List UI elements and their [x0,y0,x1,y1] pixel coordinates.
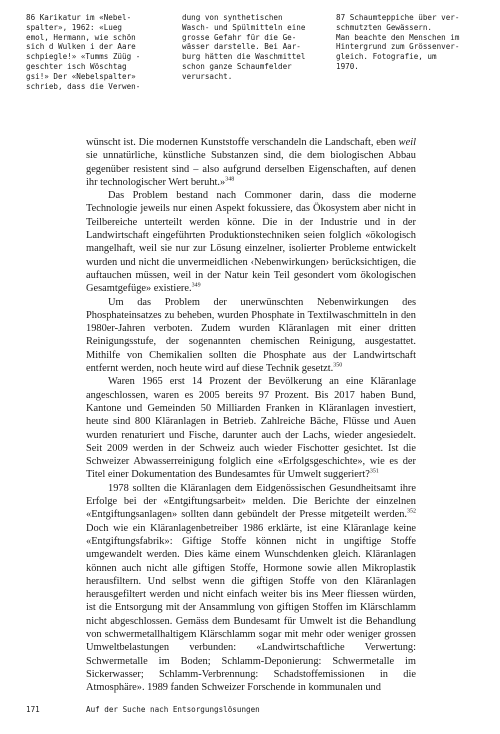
paragraph-5-text-a: 1978 sollten die Kläranlagen dem Eidgenössischen Gesundheitsamt ihre Erfolge bei der «Entgiftungsarbeit» melden. Die Berichte der einzelnen «Entgiftungsanlagen» sollten dann gebündelt der Presse mitgeteilt werden. [86,482,416,521]
paragraph-3 [86,296,416,376]
emphasis-weil: weil [398,137,416,148]
page-number: 171 [26,705,40,714]
paragraph-2-text: Das Problem bestand nach Commoner darin, dass die moderne Technologie jeweils nur einen Aspekt fokussiere, das Ökosystem aber nicht in Teilbereiche unterteilt werden könne. Die in der Industrie und in der Landwirtschaft eingeführten Produktionstechniken seien folglich «ökologisch mangelhaft, weil sie nur zur Lösung einzelner, isolierter Probleme entwickelt wurden und nicht die unvermeidlichen ‹Nebenwirkungen› berücksichtigen, die auftauchen müssen, weil in der Natur kein Teil gesondert vom ökologischen Gesamtgefüge» existiere. [86,190,416,295]
figure-caption-86: 86 Karikatur im «Nebel- spalter», 1962: «Lueg emol, Hermann, wie schön sich d Wulken i der Aare schpiegle!» «Tumms Züüg - geschter isch Wöschtag gsi!» Der «Nebelspalter» schrieb, dass die Verwen- [26,13,141,91]
paragraph-4-text: Waren 1965 erst 14 Prozent der Bevölkerung an eine Kläranlage angeschlossen, waren es 2005 bereits 97 Prozent. Bis 2017 haben Bund, Kantone und Gemeinden 50 Milliarden Franken in Kläranlagen investiert, heute sind 800 Kläranlagen in Betrieb. Zahlreiche Bäche, Flüsse und Auen wurden renaturiert und Fische, darunter auch der Lachs, wieder angesiedelt. Seit 2009 werden in der Schweiz auch wieder Fischotter gesichtet. Ist die Schweizer Abwasserreinigung folglich eine «Erfolgsgeschichte», wie es der Titel einer Dokumentation des Bundesamtes für Umwelt suggeriert? [86,376,416,481]
paragraph-4 [86,375,416,481]
footnote-ref-349: 349 [191,282,201,289]
body-text [86,136,416,694]
paragraph-3-text: Um das Problem der unerwünschten Nebenwirkungen des Phosphateinsatzes zu beheben, wurden Phosphate in Textilwaschmitteln in den 1980er-Jahren verboten. Zudem wurden Kläranlagen mit einer dritten Reinigungsstufe, der sogenannten chemischen Reinigung, ausgestattet. Mithilfe von Chemikalien sollten die Phosphate aus der Landwirtschaft entfernt werden, noch heute wird auf diese Technik gesetzt. [86,296,416,375]
figure-caption-87: 87 Schaumteppiche über ver- schmutzten Gewässern. Man beachte den Menschen im Hintergrund zum Grössenver- gleich. Fotografie, um 1970. [336,13,460,71]
figure-caption-86-continued: dung von synthetischen Wasch- und Spülmitteln eine grosse Gefahr für die Ge- wässer darstelle. Bei Aar- burg hätten die Waschmittel schon ganze Schaumfelder verursacht. [182,13,306,81]
footnote-ref-348: 348 [225,176,235,183]
running-head: Auf der Suche nach Entsorgungslösungen [86,705,260,714]
paragraph-2 [86,189,416,295]
paragraph-5-text-b: Doch wie ein Kläranlagenbetreiber 1986 erklärte, ist eine Kläranlage keine «Entgiftungsfabrik»: Giftige Stoffe können nicht in ungiftige Stoffe umgewandelt werden. Dies käme einem Wunschdenken gleich. Kläranlagen können auch nicht alle giftigen Stoffe, Hormone sowie allen Mikroplastik herausfiltern. Und selbst wenn die giftigen Stoffe von den Kläranlagen herausgefiltert werden und nicht einfach weiter bis ins Meer fliessen würden, ist die Entsorgung mit der Ansammlung von giftigen Stoffen im Klärschlamm nicht abgeschlossen. Gemäss dem Bundesamt für Umwelt ist die Behandlung von schwermetallhaltigem Klärschlamm sogar mit mehr oder weniger grossen Umweltbelastungen verbunden: «Landwirtschaftliche Verwertung: Schwermetalle im Boden; Schlamm-Deponierung: Schwermetalle im Sickerwasser; Schlamm-Verbrennung: Schadstoffemissionen in die Atmosphäre». 1989 fanden Schweizer Forschende in kommunalen und [86,522,416,694]
paragraph-1-text-a: wünscht ist. Die modernen Kunststoffe verschandeln die Landschaft, eben [86,137,399,148]
paragraph-1 [86,136,416,189]
footnote-ref-351: 351 [369,468,379,475]
footnote-ref-352: 352 [407,508,416,515]
paragraph-5 [86,482,416,695]
paragraph-1-text-b: sie unnatürliche, künstliche Substanzen sind, die dem biologischen Abbau gegenüber resistent sind – also aufgrund derselben Eigenschaften, auf denen ihr technologischer Wert beruht.» [86,150,416,188]
footnote-ref-350: 350 [333,362,343,369]
